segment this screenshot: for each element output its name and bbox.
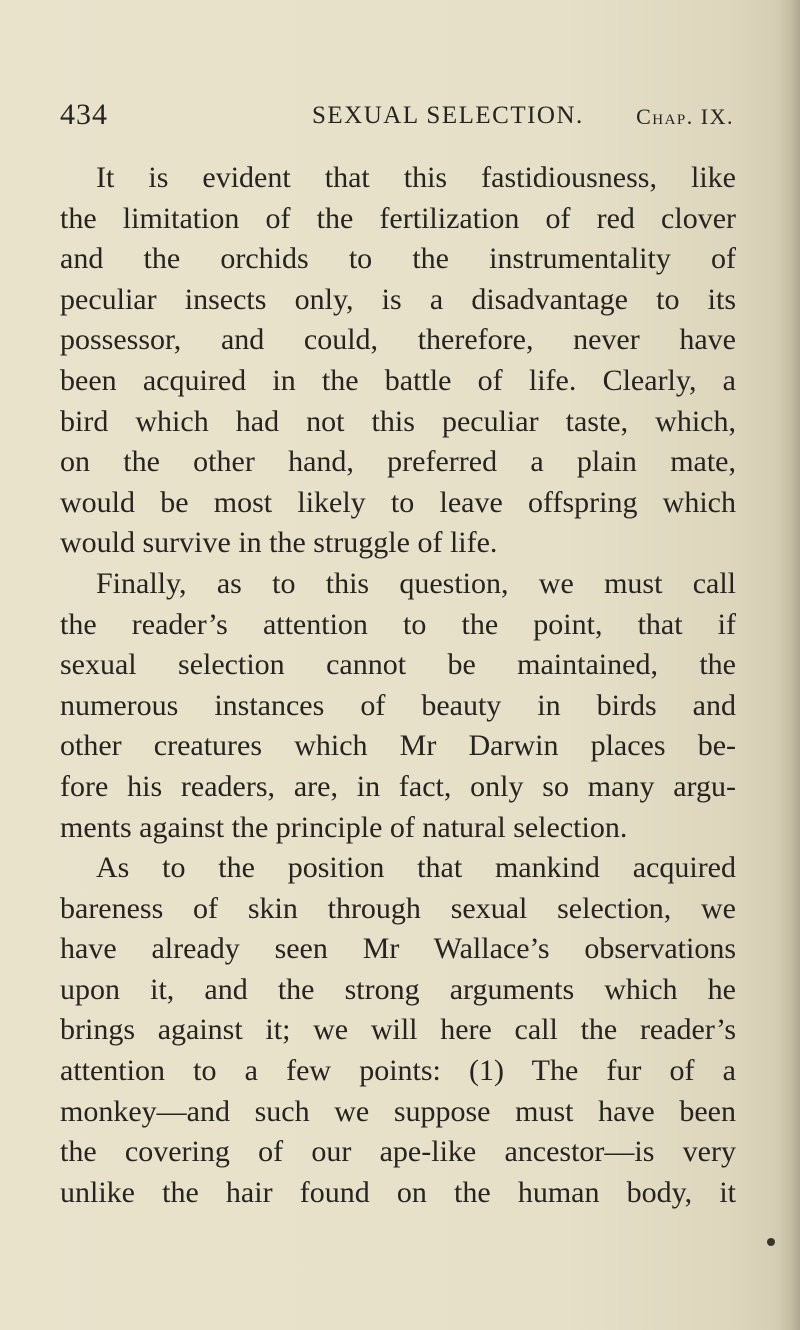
page-number: 434 <box>60 98 108 131</box>
text-line: the covering of our ape-like ancestor—is very <box>60 1135 736 1169</box>
text-line: possessor, and could, therefore, never have <box>60 323 736 357</box>
text-line: been acquired in the battle of life. Clearly, a <box>60 363 736 397</box>
text-line: unlike the hair found on the human body, it <box>60 1175 736 1209</box>
text-line: ments against the principle of natural selection. <box>60 810 628 844</box>
text-line: peculiar insects only, is a disadvantage to its <box>60 282 736 316</box>
text-line: fore his readers, are, in fact, only so many argu- <box>60 769 736 803</box>
text-line: have already seen Mr Wallace’s observations <box>60 932 736 966</box>
text-line: As to the position that mankind acquired <box>96 851 736 885</box>
text-line: would survive in the struggle of life. <box>60 526 498 560</box>
running-title: SEXUAL SELECTION. <box>312 102 584 129</box>
ink-speck <box>767 1238 775 1246</box>
text-line: attention to a few points: (1) The fur of a <box>60 1054 736 1088</box>
body-text <box>60 158 736 1213</box>
page-edge-shadow <box>778 0 800 1330</box>
text-line: brings against it; we will here call the reader’s <box>60 1013 736 1047</box>
text-line: and the orchids to the instrumentality of <box>60 242 736 276</box>
text-line: It is evident that this fastidiousness, like <box>96 161 736 194</box>
text-line: monkey—and such we suppose must have been <box>60 1094 736 1128</box>
text-line: the reader’s attention to the point, that if <box>60 607 736 641</box>
text-line: Finally, as to this question, we must call <box>96 566 736 600</box>
text-line: the limitation of the fertilization of red clover <box>60 201 736 235</box>
text-line: numerous instances of beauty in birds and <box>60 688 736 722</box>
chapter-label: Chap. IX. <box>636 104 734 129</box>
text-line: upon it, and the strong arguments which he <box>60 972 736 1006</box>
text-line: would be most likely to leave offspring which <box>60 485 736 519</box>
text-line: other creatures which Mr Darwin places be- <box>60 729 736 763</box>
running-header <box>60 96 740 136</box>
text-line: bareness of skin through sexual selection, we <box>60 891 736 925</box>
text-line: sexual selection cannot be maintained, the <box>60 648 736 682</box>
text-line: bird which had not this peculiar taste, which, <box>60 404 736 438</box>
text-line: on the other hand, preferred a plain mate, <box>60 445 736 479</box>
